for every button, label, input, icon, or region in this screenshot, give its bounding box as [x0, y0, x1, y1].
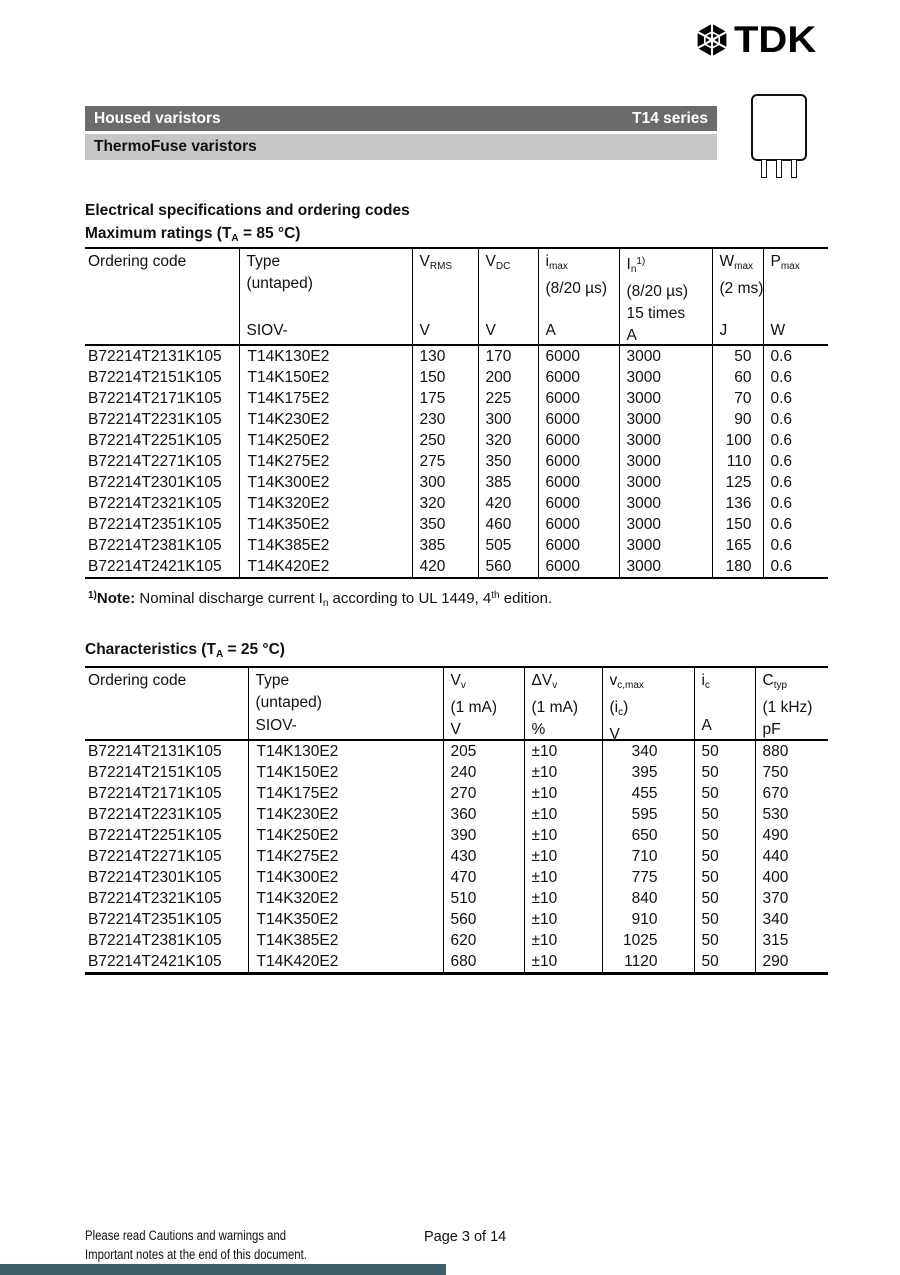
table-cell: 90 — [712, 409, 763, 430]
table-cell: 385 — [478, 472, 538, 493]
table-cell: B72214T2251K105 — [88, 827, 222, 844]
max-ratings-table — [85, 247, 828, 579]
table-cell: 560 — [478, 556, 538, 578]
table-cell: 3000 — [619, 472, 712, 493]
table-cell: T14K300E2 — [239, 472, 412, 493]
characteristics-body — [85, 740, 828, 974]
table-cell: 0.6 — [763, 493, 828, 514]
table-cell: 0.6 — [763, 345, 828, 367]
table-cell: T14K385E2 — [248, 930, 443, 951]
table-cell: 6000 — [538, 409, 619, 430]
table-cell: 340 — [755, 909, 828, 930]
table-cell: T14K420E2 — [248, 951, 443, 974]
table-cell: B72214T2381K105 — [88, 537, 222, 554]
table-row — [85, 867, 828, 888]
col-vdc: $V_{DC}$ V — [478, 248, 538, 345]
table-cell: T14K175E2 — [248, 783, 443, 804]
col-ordering-code: Ordering code — [85, 667, 248, 740]
table-cell: 3000 — [619, 388, 712, 409]
characteristics-table — [85, 666, 828, 975]
table-cell: 200 — [478, 367, 538, 388]
table-cell: ±10 — [524, 909, 602, 930]
table-cell: B72214T2301K105 — [88, 474, 222, 491]
col-type: Type (untaped) SIOV- — [248, 667, 443, 740]
table-cell: 6000 — [538, 535, 619, 556]
table-row — [85, 909, 828, 930]
table-cell: 290 — [755, 951, 828, 974]
table-cell: ±10 — [524, 846, 602, 867]
table-cell: 880 — [755, 740, 828, 762]
col-vv: $V_v$ (1 mA) V — [443, 667, 524, 740]
table-row — [85, 430, 828, 451]
table-cell: 3000 — [619, 367, 712, 388]
table-cell: 670 — [755, 783, 828, 804]
table-cell: 6000 — [538, 556, 619, 578]
table-cell: 440 — [755, 846, 828, 867]
table-cell: B72214T2421K105 — [88, 953, 222, 970]
product-family-label: Housed varistors — [94, 110, 221, 127]
package-body — [751, 94, 807, 161]
table-row — [85, 493, 828, 514]
table-cell: B72214T2231K105 — [88, 411, 222, 428]
tdk-logo-mark-icon — [694, 22, 730, 58]
title-bar-secondary — [85, 134, 717, 160]
table-cell: 420 — [478, 493, 538, 514]
table-cell: 300 — [478, 409, 538, 430]
table-cell: ±10 — [524, 762, 602, 783]
table-cell: 340 — [602, 740, 694, 762]
table-cell: B72214T2381K105 — [88, 932, 222, 949]
col-imax: $i_{max}$ (8/20 µs) A — [538, 248, 619, 345]
series-label: T14 series — [632, 110, 708, 127]
table-cell: B72214T2171K105 — [88, 785, 222, 802]
table-cell: ±10 — [524, 951, 602, 974]
table-row — [85, 514, 828, 535]
table-cell: B72214T2171K105 — [88, 390, 222, 407]
table-cell: 0.6 — [763, 472, 828, 493]
subfamily-label: ThermoFuse varistors — [94, 138, 257, 155]
table-cell: T14K275E2 — [248, 846, 443, 867]
table-row — [85, 930, 828, 951]
table-cell: 3000 — [619, 451, 712, 472]
table-cell: 0.6 — [763, 556, 828, 578]
table-cell: T14K320E2 — [248, 888, 443, 909]
tdk-logo-word: TDK — [734, 19, 817, 61]
table-cell: T14K300E2 — [248, 867, 443, 888]
table-cell: 50 — [694, 846, 755, 867]
table-cell: 420 — [412, 556, 478, 578]
table-cell: 6000 — [538, 367, 619, 388]
table-cell: 130 — [412, 345, 478, 367]
table-cell: 100 — [712, 430, 763, 451]
table-row — [85, 740, 828, 762]
col-ctyp: $C_{typ}$ (1 kHz) pF — [755, 667, 828, 740]
table-cell: 6000 — [538, 451, 619, 472]
table-cell: 136 — [712, 493, 763, 514]
table-cell: 775 — [602, 867, 694, 888]
table-cell: 150 — [712, 514, 763, 535]
varistor-package-drawing — [751, 94, 809, 180]
table-cell: ±10 — [524, 740, 602, 762]
table-cell: 70 — [712, 388, 763, 409]
col-ic: $i_c$ A — [694, 667, 755, 740]
table-cell: ±10 — [524, 867, 602, 888]
table-cell: 3000 — [619, 409, 712, 430]
max-ratings-header — [85, 248, 828, 345]
table-row — [85, 846, 828, 867]
table-cell: T14K150E2 — [248, 762, 443, 783]
table-cell: 50 — [694, 951, 755, 974]
table-cell: 170 — [478, 345, 538, 367]
col-in: $I_n^{1)}$ (8/20 µs) 15 times A — [619, 248, 712, 345]
table-cell: T14K230E2 — [239, 409, 412, 430]
max-ratings-table-wrap — [85, 247, 828, 579]
table-cell: 320 — [412, 493, 478, 514]
table-cell: T14K350E2 — [239, 514, 412, 535]
table-cell: B72214T2151K105 — [88, 369, 222, 386]
table-cell: 270 — [443, 783, 524, 804]
table-cell: 650 — [602, 825, 694, 846]
table-cell: 430 — [443, 846, 524, 867]
table-cell: 750 — [755, 762, 828, 783]
table-cell: 50 — [694, 909, 755, 930]
section-heading-electrical — [85, 199, 410, 250]
table-cell: T14K385E2 — [239, 535, 412, 556]
table-cell: 3000 — [619, 345, 712, 367]
table-cell: 910 — [602, 909, 694, 930]
table-cell: B72214T2321K105 — [88, 890, 222, 907]
footnote: $^{1)}$Note: Nominal discharge current $I_n$ according to UL 1449, 4th edition. — [88, 590, 553, 609]
table-cell: 6000 — [538, 493, 619, 514]
table-cell: B72214T2231K105 — [88, 806, 222, 823]
table-cell: 560 — [443, 909, 524, 930]
section-heading-characteristics: Characteristics ($T_A = 25$ °C) — [85, 641, 285, 660]
table-cell: B72214T2321K105 — [88, 495, 222, 512]
table-cell: 1120 — [602, 951, 694, 974]
table-cell: ±10 — [524, 825, 602, 846]
table-row — [85, 472, 828, 493]
table-cell: 165 — [712, 535, 763, 556]
table-cell: 350 — [478, 451, 538, 472]
table-cell: B72214T2271K105 — [88, 453, 222, 470]
table-cell: B72214T2131K105 — [88, 743, 222, 760]
package-pin — [761, 160, 767, 178]
table-row — [85, 409, 828, 430]
table-cell: 225 — [478, 388, 538, 409]
table-cell: B72214T2421K105 — [88, 558, 222, 575]
table-cell: 620 — [443, 930, 524, 951]
table-cell: 110 — [712, 451, 763, 472]
table-cell: 3000 — [619, 556, 712, 578]
table-row — [85, 762, 828, 783]
table-cell: 3000 — [619, 514, 712, 535]
table-cell: 510 — [443, 888, 524, 909]
table-cell: 6000 — [538, 388, 619, 409]
table-row — [85, 951, 828, 974]
table-cell: 205 — [443, 740, 524, 762]
table-cell: 490 — [755, 825, 828, 846]
table-cell: 320 — [478, 430, 538, 451]
table-cell: ±10 — [524, 783, 602, 804]
table-cell: ±10 — [524, 804, 602, 825]
table-cell: 6000 — [538, 430, 619, 451]
heading-line2: Maximum ratings ($T_A = 85$ °C) — [85, 225, 301, 244]
table-cell: 530 — [755, 804, 828, 825]
table-cell: 6000 — [538, 472, 619, 493]
table-cell: 390 — [443, 825, 524, 846]
table-cell: T14K250E2 — [248, 825, 443, 846]
table-cell: B72214T2271K105 — [88, 848, 222, 865]
table-cell: 50 — [712, 345, 763, 367]
table-cell: 50 — [694, 740, 755, 762]
table-cell: 710 — [602, 846, 694, 867]
table-cell: T14K250E2 — [239, 430, 412, 451]
table-cell: 50 — [694, 888, 755, 909]
table-cell: 250 — [412, 430, 478, 451]
table-cell: 3000 — [619, 430, 712, 451]
title-bar-primary — [85, 106, 717, 131]
table-cell: 455 — [602, 783, 694, 804]
table-cell: 50 — [694, 804, 755, 825]
table-cell: B72214T2131K105 — [88, 348, 222, 365]
table-cell: ±10 — [524, 930, 602, 951]
table-row — [85, 535, 828, 556]
table-cell: 50 — [694, 825, 755, 846]
col-wmax: $W_{max}$ (2 ms) J — [712, 248, 763, 345]
table-cell: 230 — [412, 409, 478, 430]
table-cell: 60 — [712, 367, 763, 388]
heading-line1: Electrical specifications and ordering codes — [85, 202, 410, 219]
table-row — [85, 451, 828, 472]
table-cell: B72214T2151K105 — [88, 764, 222, 781]
table-cell: 680 — [443, 951, 524, 974]
col-pmax: $P_{max}$ W — [763, 248, 828, 345]
table-cell: T14K275E2 — [239, 451, 412, 472]
table-cell: 3000 — [619, 493, 712, 514]
table-cell: 3000 — [619, 535, 712, 556]
table-cell: 315 — [755, 930, 828, 951]
table-cell: 275 — [412, 451, 478, 472]
table-cell: 0.6 — [763, 367, 828, 388]
table-cell: 150 — [412, 367, 478, 388]
page-number: Page 3 of 14 — [424, 1229, 507, 1245]
table-cell: 0.6 — [763, 409, 828, 430]
table-cell: 470 — [443, 867, 524, 888]
table-cell: 50 — [694, 867, 755, 888]
table-cell: T14K150E2 — [239, 367, 412, 388]
table-cell: 395 — [602, 762, 694, 783]
col-ordering-code: Ordering code — [85, 248, 239, 345]
table-cell: T14K350E2 — [248, 909, 443, 930]
col-vrms: $V_{RMS}$ V — [412, 248, 478, 345]
table-cell: 370 — [755, 888, 828, 909]
col-vcmax: $v_{c,max}$ $(i_c)$ V — [602, 667, 694, 740]
max-ratings-body — [85, 345, 828, 578]
table-cell: T14K130E2 — [239, 345, 412, 367]
table-cell: 1025 — [602, 930, 694, 951]
tdk-logo — [694, 19, 817, 61]
table-cell: 50 — [694, 762, 755, 783]
table-row — [85, 367, 828, 388]
table-cell: 360 — [443, 804, 524, 825]
table-cell: 0.6 — [763, 514, 828, 535]
col-type: Type (untaped) SIOV- — [239, 248, 412, 345]
table-cell: 240 — [443, 762, 524, 783]
package-pin — [776, 160, 782, 178]
table-row — [85, 783, 828, 804]
table-cell: 400 — [755, 867, 828, 888]
table-cell: T14K175E2 — [239, 388, 412, 409]
characteristics-header — [85, 667, 828, 740]
table-row — [85, 345, 828, 367]
table-cell: 50 — [694, 930, 755, 951]
table-cell: ±10 — [524, 888, 602, 909]
table-cell: 300 — [412, 472, 478, 493]
table-row — [85, 888, 828, 909]
table-cell: 505 — [478, 535, 538, 556]
table-cell: B72214T2301K105 — [88, 869, 222, 886]
footnote-marker: 1) — [88, 590, 97, 601]
table-cell: B72214T2251K105 — [88, 432, 222, 449]
table-cell: T14K230E2 — [248, 804, 443, 825]
table-row — [85, 804, 828, 825]
table-cell: T14K420E2 — [239, 556, 412, 578]
table-cell: 460 — [478, 514, 538, 535]
table-cell: 6000 — [538, 514, 619, 535]
table-cell: 595 — [602, 804, 694, 825]
table-cell: 0.6 — [763, 451, 828, 472]
footer-cautions-text: Please read Cautions and warnings and Important notes at the end of this document. — [85, 1228, 307, 1262]
table-cell: 6000 — [538, 345, 619, 367]
table-cell: B72214T2351K105 — [88, 516, 222, 533]
footer-accent-bar — [0, 1264, 446, 1275]
table-cell: B72214T2351K105 — [88, 911, 222, 928]
table-row — [85, 825, 828, 846]
col-delta-vv: $\Delta V_v$ (1 mA) % — [524, 667, 602, 740]
table-cell: 0.6 — [763, 388, 828, 409]
table-row — [85, 556, 828, 578]
table-cell: 0.6 — [763, 535, 828, 556]
table-cell: T14K130E2 — [248, 740, 443, 762]
table-cell: 0.6 — [763, 430, 828, 451]
table-cell: 125 — [712, 472, 763, 493]
table-cell: 350 — [412, 514, 478, 535]
package-pin — [791, 160, 797, 178]
table-cell: T14K320E2 — [239, 493, 412, 514]
table-cell: 180 — [712, 556, 763, 578]
table-cell: 50 — [694, 783, 755, 804]
characteristics-table-wrap — [85, 666, 828, 975]
table-row — [85, 388, 828, 409]
table-cell: 840 — [602, 888, 694, 909]
table-cell: 385 — [412, 535, 478, 556]
table-cell: 175 — [412, 388, 478, 409]
